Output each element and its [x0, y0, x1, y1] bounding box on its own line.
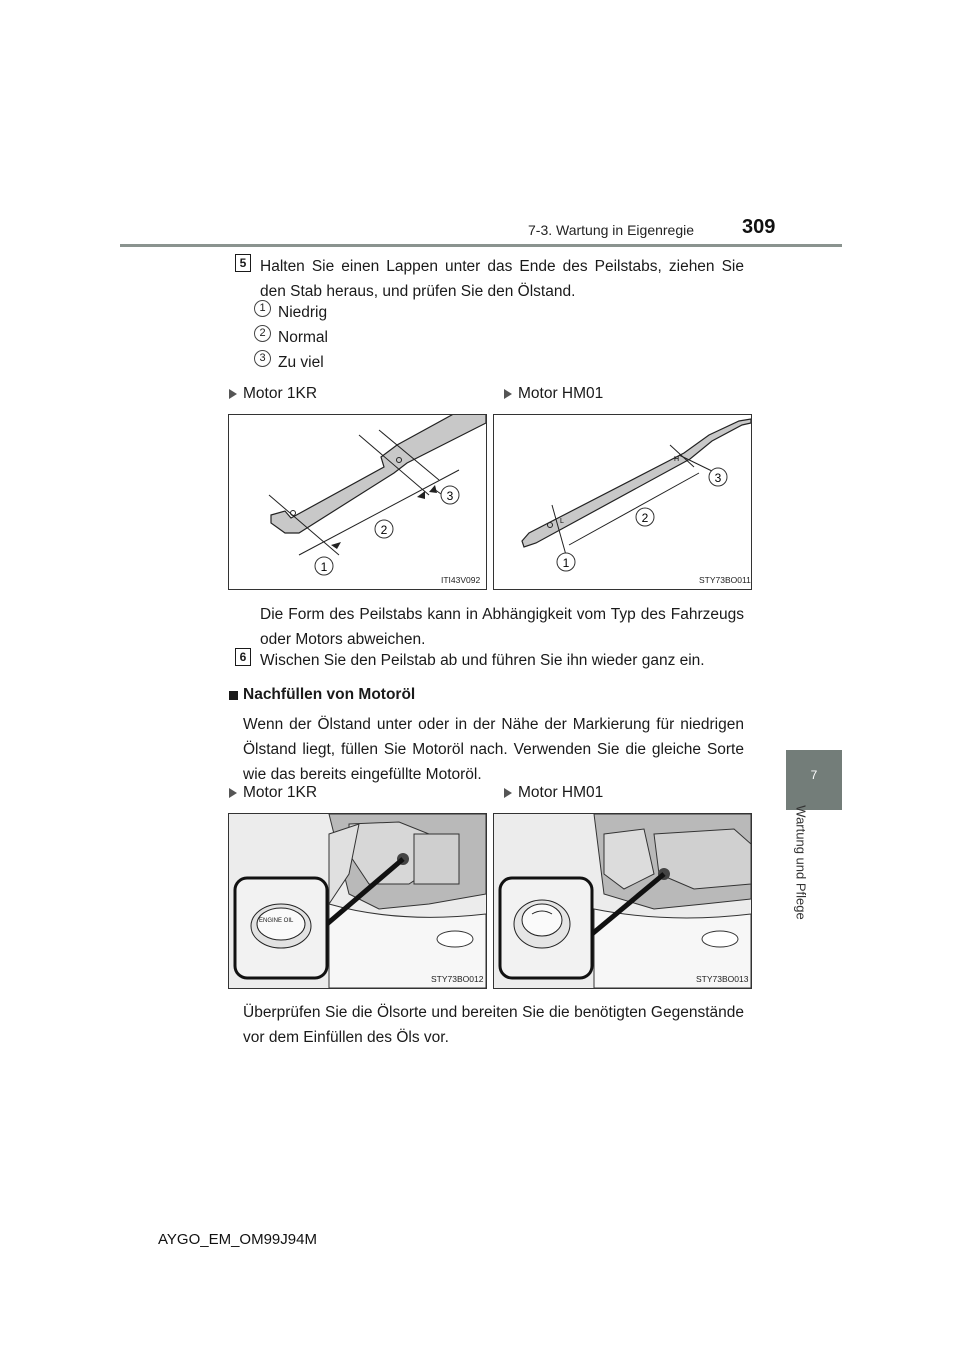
callout-1 — [557, 553, 575, 571]
step5-text: Halten Sie einen Lappen unter das Ende des Peilstabs, ziehen Sie den Stab heraus, und prüfen Sie den Ölstand. — [260, 258, 744, 300]
triangle-bullet-icon — [504, 389, 512, 399]
closing-text: Überprüfen Sie die Ölsorte und bereiten Sie die benötigten Gegenstände vor dem Einfüllen des Öls vor. — [243, 1004, 744, 1046]
step6-text: Wischen Sie den Peilstab ab und führen Sie ihn wieder ganz ein. — [260, 652, 705, 669]
legend-label-too-much: Zu viel — [278, 354, 324, 371]
fig-caption-1kr: Motor 1KR — [243, 784, 318, 801]
section-title: 7-3. Wartung in Eigenregie — [528, 222, 695, 238]
legend-num-1: 1 — [254, 300, 271, 317]
callout-3-text: 3 — [714, 471, 722, 485]
engine-illustration-hm01 — [494, 814, 751, 988]
engine-figure-hm01 — [493, 813, 752, 989]
fig-caption-hm01: Motor HM01 — [518, 784, 604, 801]
page-number: 309 — [742, 216, 776, 238]
callout-3-text: 3 — [446, 489, 454, 503]
svg-text:H: H — [674, 456, 680, 463]
svg-text:L: L — [560, 518, 564, 525]
chapter-title: Wartung und Pflege — [793, 805, 809, 920]
fig-caption-1kr: Motor 1KR — [243, 385, 318, 402]
legend-num-2: 2 — [254, 325, 271, 342]
fig-caption-hm01: Motor HM01 — [518, 385, 604, 402]
section-bullet-icon — [229, 691, 238, 700]
legend-label-low: Niedrig — [278, 304, 328, 321]
triangle-bullet-icon — [504, 788, 512, 798]
callout-2 — [375, 520, 393, 538]
figure-code: STY73BO012 — [431, 974, 484, 984]
callout-3 — [441, 486, 459, 504]
callout-2-text: 2 — [641, 511, 649, 525]
engine-illustration-1kr — [229, 814, 486, 988]
engine-figure-1kr — [228, 813, 487, 989]
callout-1 — [315, 557, 333, 575]
callout-1-text: 1 — [320, 560, 328, 574]
dipstick-figure-1kr — [228, 414, 487, 590]
step-badge-6: 6 — [235, 648, 251, 666]
callout-2-text: 2 — [380, 523, 388, 537]
figure-code: STY73BO011 — [699, 575, 751, 585]
header-divider — [120, 244, 842, 247]
chapter-number: 7 — [810, 768, 818, 782]
figure-code: ITI43V092 — [441, 575, 481, 585]
triangle-bullet-icon — [229, 389, 237, 399]
dipstick-figure-hm01 — [493, 414, 752, 590]
legend-label-normal: Normal — [278, 329, 328, 346]
dipstick-illustration-1kr — [229, 415, 486, 589]
dipstick-illustration-hm01 — [494, 415, 751, 589]
callout-3 — [709, 468, 727, 486]
callout-1-text: 1 — [562, 556, 570, 570]
legend-num-3: 3 — [254, 350, 271, 367]
triangle-bullet-icon — [229, 788, 237, 798]
refill-text: Wenn der Ölstand unter oder in der Nähe der Markierung für niedrigen Ölstand liegt, füllen Sie Motoröl nach. Verwenden Sie die gleiche Sorte wie das bereits eingefüllte Motoröl. — [243, 716, 744, 783]
figure-code: STY73BO013 — [696, 974, 749, 984]
document-code: AYGO_EM_OM99J94M — [158, 1231, 317, 1248]
callout-2 — [636, 508, 654, 526]
refill-heading: Nachfüllen von Motoröl — [243, 686, 416, 703]
step-badge-5: 5 — [235, 254, 251, 272]
oil-cap-label: ENGINE OIL — [259, 918, 294, 924]
shape-note: Die Form des Peilstabs kann in Abhängigkeit vom Typ des Fahrzeugs oder Motors abweichen. — [260, 606, 744, 648]
